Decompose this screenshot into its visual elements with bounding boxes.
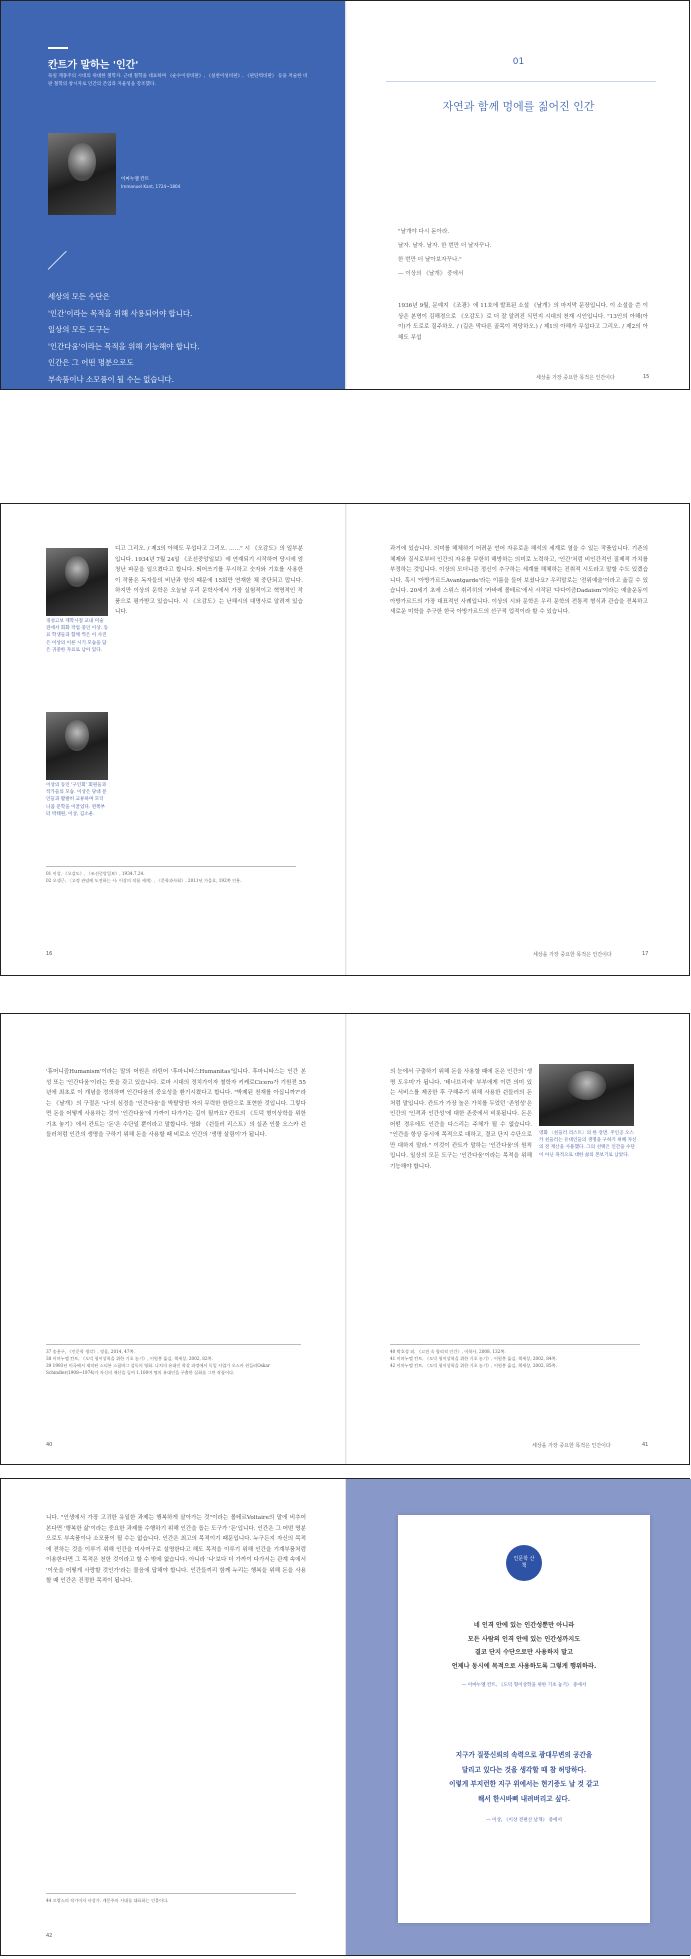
footnote: 40 박호성 외, 《고전 속 합리적 인간》, 이학사, 2008, 132쪽. (390, 1349, 506, 1354)
quote-line: 모든 사람의 인격 안에 있는 인간성까지도 (467, 1635, 581, 1643)
quote-source: — 이마누엘 칸트, 《도덕 형이상학을 위한 기초 놓기》 중에서 (461, 1683, 587, 1688)
footnote: 42 이마누엘 칸트, 《도덕 형이상학을 위한 기초 놓기》, 이원봉 옮김, 책세상, 2002, 85쪽. (390, 1363, 557, 1368)
kant-portrait (48, 133, 116, 215)
epigraph-line: "날개야 다시 돋아라. (398, 229, 450, 235)
running-head: 세상을 가장 중요한 목적은 인간이다 (533, 952, 612, 958)
photo-caption: 이상의 동인 '구인회' 회원들과 작가들의 모습. 이상은 당대 문인들과 활발히 교류하며 모더니즘 문학을 이끌었다. 왼쪽부터 박태원, 이상, 김소운. (46, 783, 107, 817)
photo-schindlers-list (539, 1064, 634, 1126)
quote-line: 언제나 동시에 목적으로 사용하도록 그렇게 행위하라. (451, 1662, 597, 1670)
footnote: 02 오생근, 〈고정 관념에 도전하는 시: 이상의 작품 세계〉, 《문학과사회》, 2011년 가을호, 192쪽 인용. (46, 878, 242, 883)
photo-writers-group (46, 712, 108, 780)
quote-line: '인간'이라는 목적을 위해 사용되어야 합니다. (48, 308, 193, 318)
body-text: 디고 그리오. / 제3의 아해도 무섭다고 그리오. ……" 시 《오감도》의 일부분입니다. 1934년 7월 24일 《조선중앙일보》에 연재되기 시작하여 당시에 엄청난 파문을 일으켰다고 합니다. 띄어쓰기를 무시하고 숫자와 기호를 사용한 이 작품은 독자들의 비난과 항의 때문에 15회만 연재한 채 중단되고 맙니다. 하지만 이상의 문학은 오늘날 우리 문학사에서 가장 실험적이고 혁명적인 작품으로 평가받고 있습니다. 시 《오감도》는 난해시의 대명사로 알려져 있습니다. (115, 546, 303, 615)
footnotes (46, 1348, 308, 1376)
page-number: 17 (642, 951, 649, 957)
page-number: 42 (46, 1933, 53, 1939)
decorative-slash (48, 251, 67, 270)
epigraph (398, 225, 491, 281)
body-text-continued (390, 1199, 640, 1324)
spread-2 (0, 503, 690, 976)
footnote: 01 이상, 《오감도》, 《조선중앙일보》, 1934.7.24. (46, 871, 145, 876)
quote-line: 네 인격 안에 있는 인간성뿐만 아니라 (473, 1622, 575, 1629)
portrait-caption-en: Immanuel Kant, 1724~1804 (121, 184, 181, 189)
page-number: 16 (46, 951, 53, 957)
footnotes (390, 1348, 652, 1369)
spread-1 (0, 0, 690, 400)
quote-badge (506, 1545, 542, 1581)
quote-line: 결코 단지 수단으로만 사용하지 말고 (474, 1649, 574, 1656)
epigraph-source: — 이상의 《날개》 중에서 (398, 271, 464, 277)
body-text: 과거에 있습니다. 의미를 해체하기 어려운 언어 자유로운 해석의 세계로 열을 수 있는 작품입니다. 기존의 체제와 질서로부터 인간의 자유를 무한히 해방하는 의미로 노력하고, '인간'처럼 비인간적인 질제적 가치를 부정하는 것입니다. 이상의 모더니즘 정신이 추구하는 세계를 해체하는 진취적 시도라고 말할 수도 있겠습니다. 혹시 '아방가르드Avantgarde'라는 이름을 들어 보셨나요? 우리말로는 '전위예술'이라고 옮길 수 있습니다. 20세기 초에 스위스 취리히의 '카바레 볼테르'에서 시작된 '다다이즘Dadaism'이라는 예술운동이 아방가르드의 가장 대표적인 사례입니다. 이상의 시와 문학은 우리 문학의 전통적 형식과 관습을 전복하고 새로운 미학을 추구한 한국 아방가르드의 선구적 업적이라 할 수 있습니다. (390, 546, 648, 615)
kant-quote-block (398, 1619, 650, 1673)
footnote-rule (46, 1893, 296, 1894)
footnote: 39 1993년 미국에서 제작된 스티븐 스필버그 감독의 영화. 나치의 유대인 학살 과정에서 독일 사업가 오스카 쉰들러Oskar Schindler(1908~1974)가 자신의 재산을 들여 1,100여 명의 유대인을 구출한 실화를 그린 작품이다. (46, 1363, 270, 1375)
footnote: 44 프랑스의 작가이자 사상가. 계몽주의 시대를 대표하는 인물이다. (46, 1898, 169, 1903)
chapter-number: 01 (512, 57, 525, 67)
photo-caption: 경성고보 재학시절 교내 미술전에서 회화 작업 중인 이상. 동료 학생들과 함께 찍은 이 사진은 이상의 이른 시기 모습을 담은 귀중한 자료로 남아 있다. (46, 619, 109, 653)
chapter-rule (386, 81, 656, 82)
quote-card (398, 1515, 650, 1923)
running-head: 세상을 가장 중요한 목적은 인간이다 (532, 1443, 611, 1449)
page-17 (346, 504, 691, 975)
footnotes (46, 870, 306, 884)
page-40 (1, 1014, 346, 1464)
quote-line: '인간다움'이라는 목적을 위해 기능해야 합니다. (48, 341, 200, 351)
photo-caption: 영화 〈쉰들러 리스트〉의 한 장면. 주인공 오스카 쉰들러는 유대인들의 생명을 구하기 위해 자신의 전 재산을 사용했다. 그의 선택은 인간을 수단이 아닌 목적으로 대한 삶의 본보기로 남았다. (539, 1131, 637, 1158)
page-number: 15 (643, 374, 650, 380)
footnote: 37 송용구, 《인문학 생각》, 정음, 2014, 47쪽. (46, 1349, 135, 1354)
sidebar-intro: 독일 계몽주의 시대의 위대한 철학자. 근대 철학을 대표하며 《순수이성비판》, 《실천이성비판》, 《판단력비판》 등을 저술한 비판 철학의 창시자로 인간의 존엄과 자율성을 강조했다. (48, 74, 308, 87)
footnote-rule (390, 1344, 640, 1345)
footnote: 38 이마누엘 칸트, 《도덕 형이상학을 위한 기초 놓기》, 이원봉 옮김, 책세상, 2002, 82쪽. (46, 1356, 213, 1361)
quote-line: 세상의 모든 수단은 (48, 292, 110, 301)
page-43 (346, 1479, 691, 1955)
portrait-caption-name: 이마누엘 칸트 (121, 177, 150, 182)
page-41 (346, 1014, 691, 1464)
footnotes (46, 1897, 308, 1904)
chapter-title: 자연과 함께 멍에를 짊어진 인간 (442, 100, 595, 113)
body-text: 1936년 9월, 문예지 《조광》에 11호에 발표된 소설 《날개》의 마지막 문장입니다. 이 소설을 쓴 이상은 본명이 김해경으로 《오감도》로 더 잘 알려진 식민지 시대의 천재 시인입니다. "13인의 아해(아이)가 도로로 질주하오. / (길은 막다른 골목이 적당하오.) / 제1의 아해가 무섭다고 그리오. / 제2의 아해도 무섭 (398, 303, 648, 341)
page-16 (1, 504, 346, 975)
sidebar-title: 칸트가 말하는 '인간' (48, 60, 139, 71)
kant-quote (48, 289, 318, 405)
epigraph-line: 한 번만 더 날아보자꾸나." (398, 257, 462, 263)
quote-line: 일상의 모든 도구는 (48, 325, 110, 334)
footnote: 41 이마누엘 칸트, 《도덕 형이상학을 위한 기초 놓기》, 이원봉 옮김, 책세상, 2002, 84쪽. (390, 1356, 557, 1361)
body-text: '휴머니즘Humanism'이라는 말의 어원은 라틴어 '후마니타스Humanitas'입니다. 후마니타스는 인간 본성 또는 '인간다움'이라는 뜻을 갖고 있습니다. 로마 시대의 정치가이자 철학자 키케로Cicero가 기원전 55년에 최초로 이 개념을 정의하며 인간다움의 중요성을 환기시켰다고 합니다. "박제된 천재를 아십니까?"라는 《날개》의 구절은 '나'의 심정을 '인간다움'을 박탈당한 자의 무력한 한탄으로 표현한 것입니다. 그렇다면 돈을 어떻게 사용하는 것이 '인간다움'에 가까이 다가가는 길이 될까요? 칸트의 《도덕 형이상학을 위한 기초 놓기》에서 칸트는 '돈'은 수단일 뿐이라고 말합니다. 영화 《쉰들러 리스트》의 실존 인물 오스카 쉰들러처럼 인간의 생명을 구하기 위해 돈을 사용할 때 비로소 인간의 '생명 살림이'가 됩니다. (46, 1069, 306, 1138)
footnote-rule (46, 1344, 301, 1345)
body-text: 의 눈에서 구출하기 위해 돈을 사용할 때에 돈은 인간의 '생명 도우미'가 됩니다. '테너브리에' 부부에게 이런 의미 있는 서비스를 제공한 후 구해주기 위해 사용한 쉰들러의 돈처럼 말입니다. 칸트가 가장 높은 가치를 두었던 '존엄성'은 인간의 '인격과 인간성'에 대한 존중에서 비롯됩니다. 돈은 어떤 경우에도 인간을 다스리는 주체가 될 수 없습니다. "인간을 항상 동시에 목적으로 대하고, 결코 단지 수단으로만 대하지 말라." 이것이 칸트가 말하는 '인간다움'의 원칙입니다. 일상의 모든 도구는 '인간다움'이라는 목적을 위해 기능해야 합니다. (390, 1069, 532, 1170)
quote-line: 이렇게 부지런한 지구 위에서는 현기증도 날 것 같고 (449, 1780, 599, 1788)
body-text: 니다. "인생에서 가장 고귀한 유일한 과제는 행복하게 살아가는 것"이라는 볼테르Voltaire의 말에 비추어 본다면 '행복한 삶'이라는 중요한 과제를 수행하기 위해 인간을 돕는 도구가 '돈'입니다. 인간은 그 어떤 명분으로도 부속품이나 소모품이 될 수는 없습니다. 인간은 최고의 목적이기 때문입니다. 누구든지 자신의 목적에 전하는 것을 이루기 위해 인간을 미사여구로 설명한다고 해도 목적을 이루기 위해 인간을 기계부품처럼 이용한다면 그 목적은 천한 것이라고 할 수 밖에 없습니다. 아니라 '나'보다 더 가까이 다가서는 관계 속에서 '이웃을 어떻게 사랑할 것인가'라는 물음에 답해야 합니다. 인간들끼리 함께 누리는 행복을 위해 돈을 사용할 때 인간은 진정한 목적이 됩니다. (46, 1515, 306, 1584)
quote-source: — 이상, 《이상 전편산 날개》 중에서 (486, 1818, 562, 1823)
quote-line: 지구가 질풍신뢰의 속력으로 광대무변의 공간을 (455, 1751, 593, 1759)
epigraph-line: 날자. 날자. 날자. 한 번만 더 날자꾸나. (398, 243, 492, 249)
page-number: 40 (46, 1442, 53, 1448)
quote-line: 달리고 있다는 것을 생각할 때 참 허망하다. (461, 1765, 587, 1774)
quote-line: 부속품이나 소모품이 될 수는 없습니다. (48, 374, 174, 384)
spread-3 (0, 1013, 690, 1465)
quote-line: 인간은 최고의 목적이기 때문입니다. (48, 391, 165, 400)
footnote-rule (46, 866, 296, 867)
page-15 (346, 1, 691, 389)
page-42 (1, 1479, 346, 1955)
yi-sang-quote-block (398, 1748, 650, 1806)
page-14 (1, 1, 346, 400)
sidebar-rule (48, 47, 68, 49)
spread-4 (0, 1478, 690, 1956)
photo-yi-sang-school (46, 548, 108, 616)
badge-text: 인문학 산책 (513, 1556, 535, 1569)
quote-line: 인간은 그 어떤 명분으로도 (48, 358, 134, 367)
running-head: 세상을 가장 중요한 목적은 인간이다 (536, 375, 615, 381)
quote-line: 해서 한시바삐 내려버리고 싶다. (478, 1794, 570, 1803)
page-number: 41 (642, 1442, 649, 1448)
